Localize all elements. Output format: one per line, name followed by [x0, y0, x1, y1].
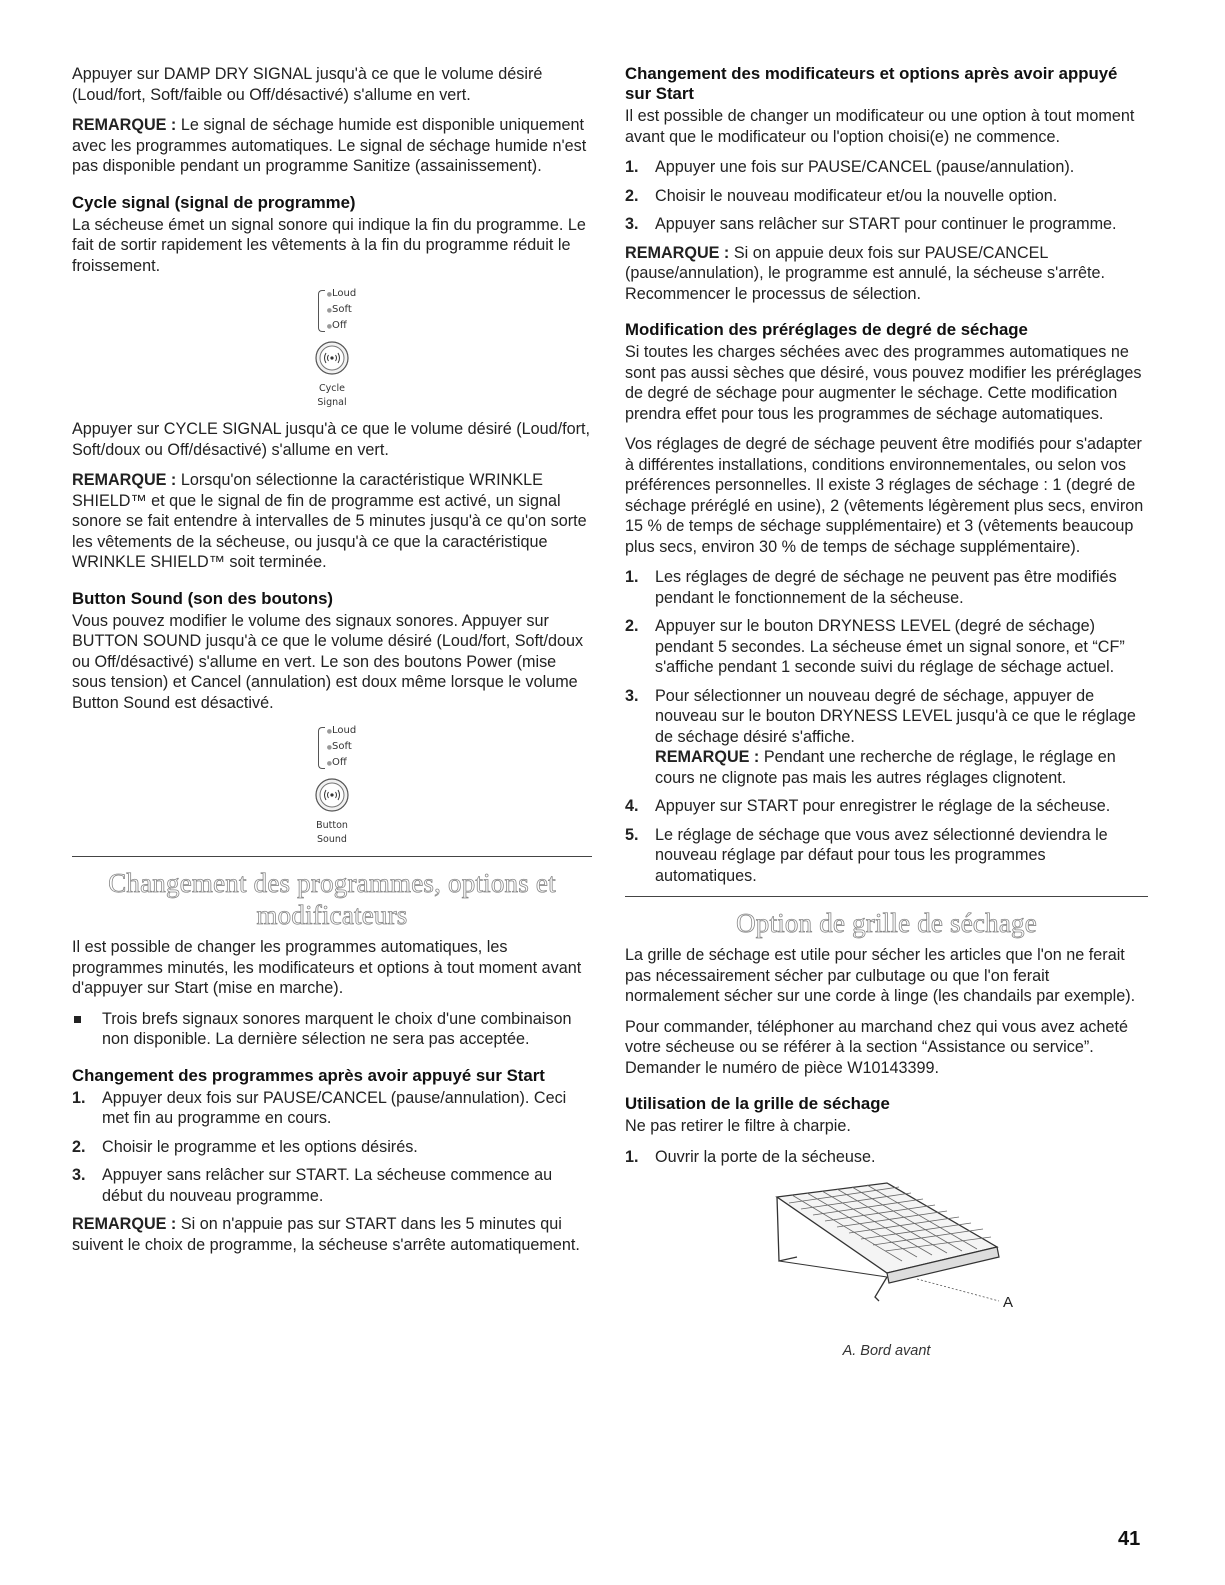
steps-list [625, 1147, 1148, 1168]
paragraph: Vos réglages de degré de séchage peuvent être modifiés pour s'adapter à différentes installations, conditions environnementales, ou selon vos préférences personnelles. Il existe 3 réglages de séchage : 1 (degré de séchage préréglé en usine), 2 (vêtements légèrement plus secs, environ 15 % de temps de séchage supplémentaire) et 3 (vêtements beaucoup plus secs, environ 30 % de temps de séchage supplémentaire). [625, 435, 1144, 556]
step-text: Choisir le programme et les options désirés. [102, 1137, 418, 1156]
step-number: 5. [625, 825, 639, 844]
list-item-text: Trois brefs signaux sonores marquent le choix d'une combinaison non disponible. La dernière sélection ne sera pas acceptée. [102, 1009, 572, 1048]
list-item [72, 1009, 592, 1050]
note-label: REMARQUE : [72, 1215, 177, 1233]
paragraph: Pour commander, téléphoner au marchand chez qui vous avez acheté votre sécheuse ou se référer à la section “Assistance ou service”. Demander le numéro de pièce W10143399. [625, 1017, 1129, 1077]
step-text: Les réglages de degré de séchage ne peuvent pas être modifiés pendant le fonctionnement de la sécheuse. [655, 568, 1117, 607]
list-item [625, 214, 1148, 235]
step-text: Appuyer deux fois sur PAUSE/CANCEL (pause/annulation). Ceci met fin au programme en cours. [102, 1088, 567, 1127]
step-number: 3. [625, 686, 639, 705]
note-text: Lorsqu'on sélectionne la caractéristique WRINKLE SHIELD™ et que le signal de fin de programme est activé, un signal sonore se fait entendre à intervalles de 5 minutes jusqu'à ce qu'on sorte les vêtements de la sécheuse, ou jusqu'à ce que la caractéristique WRINKLE SHIELD™ soit terminée. [72, 471, 587, 571]
list-item [625, 157, 1148, 178]
right-column [625, 64, 1148, 1359]
paragraph: Vous pouvez modifier le volume des signaux sonores. Appuyer sur BUTTON SOUND jusqu'à ce que le volume désiré (Loud/fort, Soft/doux ou Off/désactivé) s'allume en vert. Le son des boutons Power (mise sous tension) et Cancel (annulation) est doux même lorsque le volume Button Sound est désactivé. [72, 611, 584, 712]
bracket-shape [318, 290, 325, 332]
heading-change-after-start: Changement des programmes après avoir appuyé sur Start [72, 1065, 545, 1085]
section-divider [72, 856, 592, 857]
step-text: Appuyer une fois sur PAUSE/CANCEL (pause/annulation). [655, 158, 1075, 176]
list-item [72, 1165, 592, 1206]
page-number: 41 [1118, 1528, 1141, 1550]
paragraph: Appuyer sur DAMP DRY SIGNAL jusqu'à ce que le volume désiré (Loud/fort, Soft/faible ou Off/désactivé) s'allume en vert. [72, 65, 543, 104]
cycle-signal-figure [72, 286, 592, 409]
list-item [625, 616, 1148, 678]
figure-caption: Sound [317, 834, 347, 845]
figure-caption: Button [316, 820, 348, 831]
sound-wave-icon [314, 340, 350, 381]
note-label: REMARQUE : [655, 748, 760, 766]
note [625, 243, 1148, 305]
callout-label: A [1002, 1294, 1013, 1311]
step-text: Appuyer sans relâcher sur START pour continuer le programme. [655, 215, 1117, 233]
drying-rack-figure [625, 1177, 1148, 1359]
note-label: REMARQUE : [72, 116, 177, 134]
paragraph: Appuyer sur CYCLE SIGNAL jusqu'à ce que le volume désiré (Loud/fort, Soft/doux ou Off/désactivé) s'allume en vert. [72, 420, 591, 459]
heading-button-sound: Button Sound (son des boutons) [72, 588, 333, 608]
note-text: Si on n'appuie pas sur START dans les 5 minutes qui suivent le choix de programme, la sécheuse s'arrête automatiquement. [72, 1215, 580, 1254]
note [72, 1214, 592, 1255]
step-number: 2. [72, 1137, 86, 1156]
level-off: ● Off [327, 318, 356, 334]
step-text: Pour sélectionner un nouveau degré de séchage, appuyer de nouveau sur le bouton DRYNESS LEVEL jusqu'à ce que le réglage de séchage désiré s'affiche. [655, 686, 1136, 746]
paragraph: La sécheuse émet un signal sonore qui indique la fin du programme. Le fait de sortir rapidement les vêtements à la fin du programme réduit le froissement. [72, 215, 586, 275]
paragraph: Il est possible de changer un modificateur ou une option à tout moment avant que le modificateur ou l'option choisi(e) ne commence. [625, 107, 1135, 146]
section-title-changes [72, 867, 592, 931]
figure-caption: A. Bord avant [842, 1343, 931, 1359]
step-number: 1. [625, 158, 639, 176]
section-divider [625, 896, 1148, 897]
step-text: Le réglage de séchage que vous avez sélectionné deviendra le nouveau réglage par défaut pour tous les programmes automatiques. [655, 825, 1108, 885]
button-sound-figure [72, 723, 592, 846]
level-loud: ● Loud [327, 286, 356, 302]
list-item [625, 796, 1148, 817]
list-item [72, 1088, 592, 1129]
step-number: 3. [625, 215, 639, 233]
bullet-list [72, 1009, 592, 1050]
list-item [72, 1137, 592, 1158]
note-text: Le signal de séchage humide est disponible uniquement avec les programmes automatiques. Le signal de séchage humide n'est pas disponible pendant un programme Sanitize (assainissement). [72, 116, 587, 175]
list-item [625, 686, 1148, 789]
heading-cycle-signal: Cycle signal (signal de programme) [72, 192, 356, 212]
note-text: Si on appuie deux fois sur PAUSE/CANCEL (pause/annulation), le programme est annulé, la sécheuse s'arrête. Recommencer le processus de sélection. [625, 243, 1105, 303]
note-label: REMARQUE : [72, 471, 177, 489]
paragraph: La grille de séchage est utile pour sécher les articles que l'on ne ferait pas nécessairement sécher par culbutage ou que l'on ferait normalement sécher sur une corde à linge (les chandails par exemple). [625, 946, 1136, 1005]
step-number: 4. [625, 797, 639, 815]
section-title-line: Changement des programmes, options et [108, 868, 556, 898]
step-text: Appuyer sur START pour enregistrer le réglage de la sécheuse. [655, 797, 1111, 815]
step-text: Appuyer sans relâcher sur START. La sécheuse commence au début du nouveau programme. [102, 1166, 553, 1205]
level-loud: ● Loud [327, 723, 356, 739]
note-label: REMARQUE : [625, 243, 730, 262]
steps-list [625, 567, 1148, 886]
note [72, 470, 592, 573]
paragraph: Si toutes les charges séchées avec des programmes automatiques ne sont pas aussi sèches que désiré, vous pouvez modifier les préréglages de degré de séchage pour augmenter le séchage. Cette modification prendra effet pour tous les programmes de séchage automatiques. [625, 343, 1142, 423]
note [72, 115, 592, 177]
figure-caption: Cycle [319, 383, 345, 394]
step-text: Ouvrir la porte de la sécheuse. [655, 1147, 876, 1166]
volume-levels [318, 723, 356, 771]
level-soft: ● Soft [327, 739, 356, 755]
step-number: 1. [625, 1147, 639, 1166]
level-off: ● Off [327, 755, 356, 771]
paragraph: Il est possible de changer les programmes automatiques, les programmes minutés, les modificateurs et options à tout moment avant d'appuyer sur Start (mise en marche). [72, 938, 582, 997]
steps-list [625, 157, 1148, 235]
list-item [625, 825, 1148, 887]
left-column [72, 64, 592, 1265]
list-item [625, 186, 1148, 207]
section-title-line: modificateurs [256, 900, 408, 930]
list-item [625, 1147, 1148, 1168]
step-number: 1. [72, 1088, 86, 1107]
note-text: Pendant une recherche de réglage, le réglage en cours ne clignote pas mais les autres réglages clignotent. [655, 748, 1116, 787]
step-number: 1. [625, 568, 639, 586]
list-item [625, 567, 1148, 608]
paragraph: Ne pas retirer le filtre à charpie. [625, 1117, 851, 1135]
level-soft: ● Soft [327, 302, 356, 318]
step-number: 2. [625, 186, 639, 205]
section-title-rack: Option de grille de séchage [736, 908, 1037, 938]
drying-rack-illustration [737, 1177, 1037, 1337]
square-bullet-icon [74, 1016, 81, 1023]
volume-levels [318, 286, 356, 334]
heading-rack-use: Utilisation de la grille de séchage [625, 1094, 890, 1113]
step-number: 2. [625, 617, 639, 635]
step-text: Choisir le nouveau modificateur et/ou la nouvelle option. [655, 186, 1058, 205]
step-number: 3. [72, 1166, 86, 1184]
sound-wave-icon [314, 777, 350, 818]
heading-modifiers: Changement des modificateurs et options après avoir appuyé sur Start [625, 64, 1118, 103]
bracket-shape [318, 727, 325, 769]
steps-list [72, 1088, 592, 1207]
figure-caption: Signal [317, 397, 347, 408]
heading-dryness-presets: Modification des préréglages de degré de séchage [625, 320, 1028, 339]
step-text: Appuyer sur le bouton DRYNESS LEVEL (degré de séchage) pendant 5 secondes. La sécheuse émet un signal sonore, et “CF” s'affiche pendant 1 seconde suivi du réglage de séchage actuel. [655, 617, 1125, 676]
